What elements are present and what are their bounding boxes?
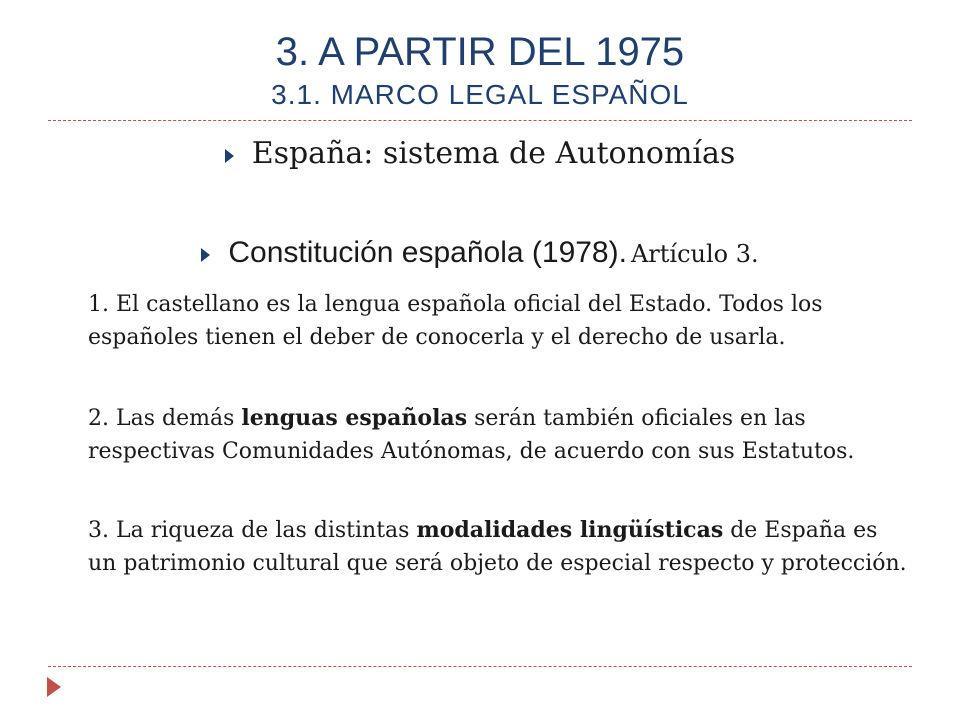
bullet-constitucion	[48, 236, 912, 270]
article-paragraph-2	[88, 402, 912, 468]
bullet-triangle-icon	[201, 248, 210, 262]
bullet-articulo-text: Artículo 3.	[630, 240, 759, 268]
paragraph-2-after: serán también oficiales en las respectivas Comunidades Autónomas, de acuerdo con sus Estatutos.	[88, 406, 855, 464]
paragraph-2-before: 2. Las demás	[88, 406, 242, 431]
slide-title: 3. A PARTIR DEL 1975	[275, 30, 685, 74]
slide-subtitle: 3.1. MARCO LEGAL ESPAÑOL	[271, 79, 689, 110]
bottom-divider	[48, 666, 912, 667]
bullet-autonomias	[48, 136, 912, 171]
paragraph-2-bold: lenguas españolas	[241, 405, 468, 431]
bullet-triangle-icon	[225, 149, 234, 163]
paragraph-1-text: 1. El castellano es la lengua española oficial del Estado. Todos los españoles tienen el deber de conocerla y el derecho de usarla.	[88, 292, 823, 350]
paragraph-3-after: de España es un patrimonio cultural que será objeto de especial respecto y protección.	[88, 518, 907, 576]
article-paragraph-1	[88, 288, 912, 354]
paragraph-3-before: 3. La riqueza de las distintas	[88, 518, 417, 543]
top-divider	[48, 120, 912, 121]
article-paragraph-3	[88, 514, 912, 580]
corner-triangle-icon	[47, 677, 61, 697]
paragraph-3-bold: modalidades lingüísticas	[416, 517, 724, 543]
title-block	[48, 28, 912, 114]
bullet-autonomias-text: España: sistema de Autonomías	[251, 136, 736, 171]
bullet-constitucion-text: Constitución española (1978).	[228, 236, 627, 269]
